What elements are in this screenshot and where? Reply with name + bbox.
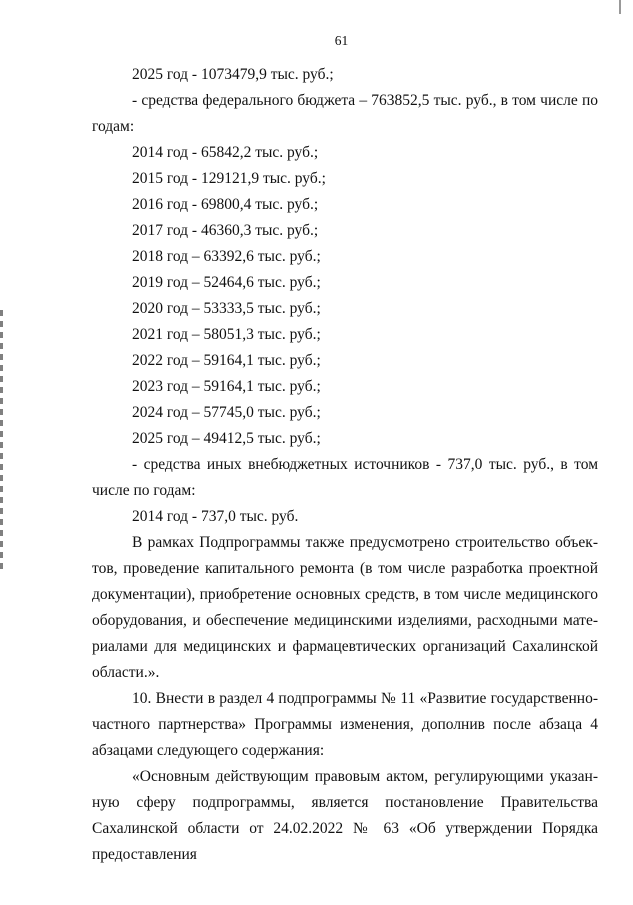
federal-line-2014: 2014 год - 65842,2 тыс. руб.;	[132, 144, 319, 161]
federal-line-2025: 2025 год – 49412,5 тыс. руб.;	[132, 430, 321, 447]
scan-edge-shadow	[0, 310, 3, 570]
federal-line-2020: 2020 год – 53333,5 тыс. руб.;	[132, 300, 321, 317]
funding-line-2025-total: 2025 год - 1073479,9 тыс. руб.;	[132, 66, 334, 83]
federal-line-2024: 2024 год – 57745,0 тыс. руб.;	[132, 404, 321, 421]
federal-line-2015: 2015 год - 129121,9 тыс. руб.;	[132, 170, 326, 187]
other-sources-line-2014: 2014 год - 737,0 тыс. руб.	[132, 508, 299, 525]
legal-act-paragraph: «Основным действующим правовым актом, регулирующими указанную сферу подпрограммы, является постановление Правительства Сахалинской области от 24.02.2022 № 63 «Об утверждении Порядка предоставления	[92, 768, 598, 863]
page-number: 61	[334, 33, 349, 48]
document-body	[92, 62, 598, 868]
other-sources-paragraph: - средства иных внебюджетных источников - 737,0 тыс. руб., в том числе по годам:	[92, 456, 598, 499]
federal-line-2023: 2023 год – 59164,1 тыс. руб.;	[132, 378, 321, 395]
scan-mark	[619, 0, 621, 14]
federal-budget-paragraph: - средства федерального бюджета – 763852,5 тыс. руб., в том числе по годам:	[92, 92, 598, 135]
subprogram-construction-paragraph: В рамках Подпрограммы также предусмотрено строительство объектов, проведение капитального ремонта (в том числе разработка проектной документации), приобретение основных средств, в том числе медицинского оборудования, и обеспечение медицинскими изделиями, расходными материалами для медицинских и фармацевтических организаций Сахалинской области.».	[92, 534, 598, 681]
federal-line-2019: 2019 год – 52464,6 тыс. руб.;	[132, 274, 321, 291]
amendment-item-10: 10. Внести в раздел 4 подпрограммы № 11 «Развитие государственно-частного партнерства» Программы изменения, дополнив после абзаца 4 абзацами следующего содержания:	[92, 690, 598, 759]
federal-line-2021: 2021 год – 58051,3 тыс. руб.;	[132, 326, 321, 343]
federal-line-2016: 2016 год - 69800,4 тыс. руб.;	[132, 196, 319, 213]
federal-line-2017: 2017 год - 46360,3 тыс. руб.;	[132, 222, 319, 239]
federal-line-2022: 2022 год – 59164,1 тыс. руб.;	[132, 352, 321, 369]
federal-line-2018: 2018 год – 63392,6 тыс. руб.;	[132, 248, 321, 265]
